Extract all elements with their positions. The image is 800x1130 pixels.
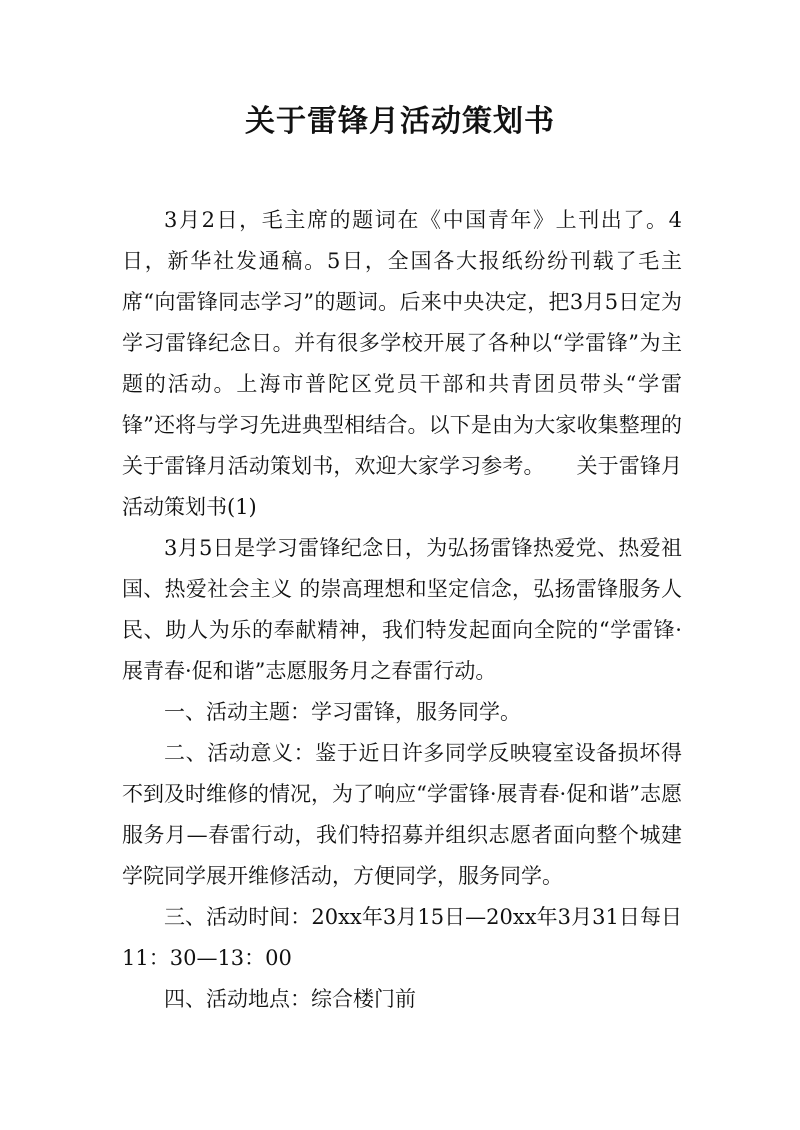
- document-title: 关于雷锋月活动策划书: [245, 104, 555, 139]
- activity-location-paragraph: 四、活动地点：综合楼门前: [164, 987, 416, 1011]
- purpose-paragraph: 3月5日是学习雷锋纪念日，为弘扬雷锋热爱党、热爱祖国、热爱社会主义 的崇高理想和坚定信念，弘扬雷锋服务人民、助人为乐的奉献精神，我们特发起面向全院的“学雷锋·展青春·促和谐”志愿服务月之春雷行动。: [122, 536, 682, 683]
- document-body: [122, 200, 682, 1020]
- activity-significance-paragraph: 二、活动意义：鉴于近日许多同学反映寝室设备损坏得不到及时维修的情况，为了响应“学雷锋·展青春·促和谐”志愿服务月—春雷行动，我们特招募并组织志愿者面向整个城建学院同学展开维修活动，方便同学，服务同学。: [122, 741, 682, 888]
- activity-theme-paragraph: 一、活动主题：学习雷锋，服务同学。: [164, 700, 521, 724]
- activity-time-paragraph: 三、活动时间：20xx年3月15日—20xx年3月31日每日11：30—13：00: [122, 905, 682, 970]
- intro-paragraph: 3月2日，毛主席的题词在《中国青年》上刊出了。4日，新华社发通稿。5日，全国各大报纸纷纷刊载了毛主席“向雷锋同志学习”的题词。后来中央决定，把3月5日定为学习雷锋纪念日。并有很多学校开展了各种以“学雷锋”为主题的活动。上海市普陀区党员干部和共青团员带头“学雷锋”还将与学习先进典型相结合。以下是由为大家收集整理的关于雷锋月活动策划书，欢迎大家学习参考。 关于雷锋月活动策划书(1): [122, 208, 682, 519]
